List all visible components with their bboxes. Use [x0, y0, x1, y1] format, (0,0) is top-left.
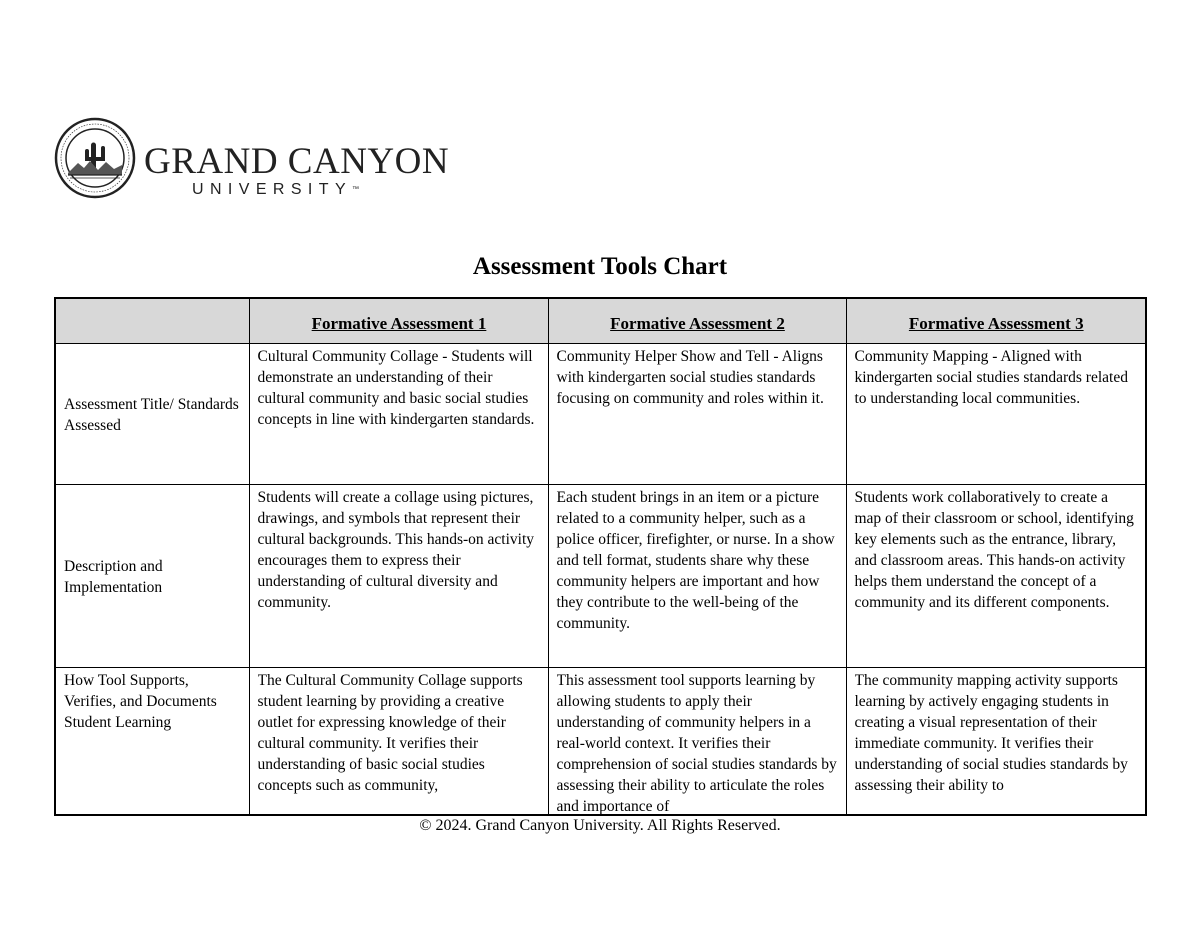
table-cell: Community Mapping - Aligned with kindergarten social studies standards related to understanding local communities. [846, 343, 1146, 484]
table-cell [249, 667, 548, 815]
row-label-title-standards: Assessment Title/ Standards Assessed [55, 343, 249, 484]
university-logo [54, 117, 450, 201]
table-row [55, 667, 1146, 815]
table-cell: Each student brings in an item or a picture related to a community helper, such as a police officer, firefighter, or nurse. In a show and tell format, students share why these community helpers are important and how they contribute to the well-being of the community. [548, 484, 846, 667]
table-header-formative-3: Formative Assessment 3 [846, 298, 1146, 343]
university-name-line2: UNIVERSITY™ [192, 181, 360, 198]
table-cell [846, 667, 1146, 815]
table-cell: Cultural Community Collage - Students will demonstrate an understanding of their cultural community and basic social studies concepts in line with kindergarten standards. [249, 343, 548, 484]
table-row [55, 484, 1146, 667]
university-wordmark [144, 141, 450, 199]
university-seal-icon [54, 117, 136, 199]
cell-text: The community mapping activity supports learning by actively engaging students in creating a visual representation of their immediate community. It verifies their understanding of social studies standards by assessing their ability to [854, 671, 1128, 794]
row-label-how-tool-supports: How Tool Supports, Verifies, and Documents Student Learning [55, 667, 249, 815]
table-header-formative-2: Formative Assessment 2 [548, 298, 846, 343]
table-header-row [55, 298, 1146, 343]
table-cell: Students work collaboratively to create a map of their classroom or school, identifying key elements such as the entrance, library, and classroom areas. This hands-on activity helps them understand the concept of a community and its different components. [846, 484, 1146, 667]
cell-text: This assessment tool supports learning by allowing students to apply their understanding of community helpers in a real-world context. It verifies their comprehension of social studies standards by assessing their ability to articulate the roles and importance of [556, 671, 837, 814]
table-cell: Students will create a collage using pictures, drawings, and symbols that represent their cultural backgrounds. This hands-on activity encourages them to express their understanding of cultural diversity and community. [249, 484, 548, 667]
cell-text: The Cultural Community Collage supports student learning by providing a creative outlet for expressing knowledge of their cultural community. It verifies their understanding of basic social studies concepts such as community, [257, 671, 523, 794]
copyright-footer: © 2024. Grand Canyon University. All Rights Reserved. [419, 817, 781, 834]
table-header-formative-1: Formative Assessment 1 [249, 298, 548, 343]
row-label-description: Description and Implementation [55, 484, 249, 667]
document-title: Assessment Tools Chart [472, 253, 728, 280]
table-row [55, 343, 1146, 484]
trademark-symbol: ™ [352, 186, 360, 193]
table-header-blank [55, 298, 249, 343]
table-cell [548, 667, 846, 815]
university-name-line1: GRAND CANYON [144, 141, 450, 182]
assessment-tools-table [54, 297, 1147, 816]
table-cell: Community Helper Show and Tell - Aligns with kindergarten social studies standards focusing on community and roles within it. [548, 343, 846, 484]
